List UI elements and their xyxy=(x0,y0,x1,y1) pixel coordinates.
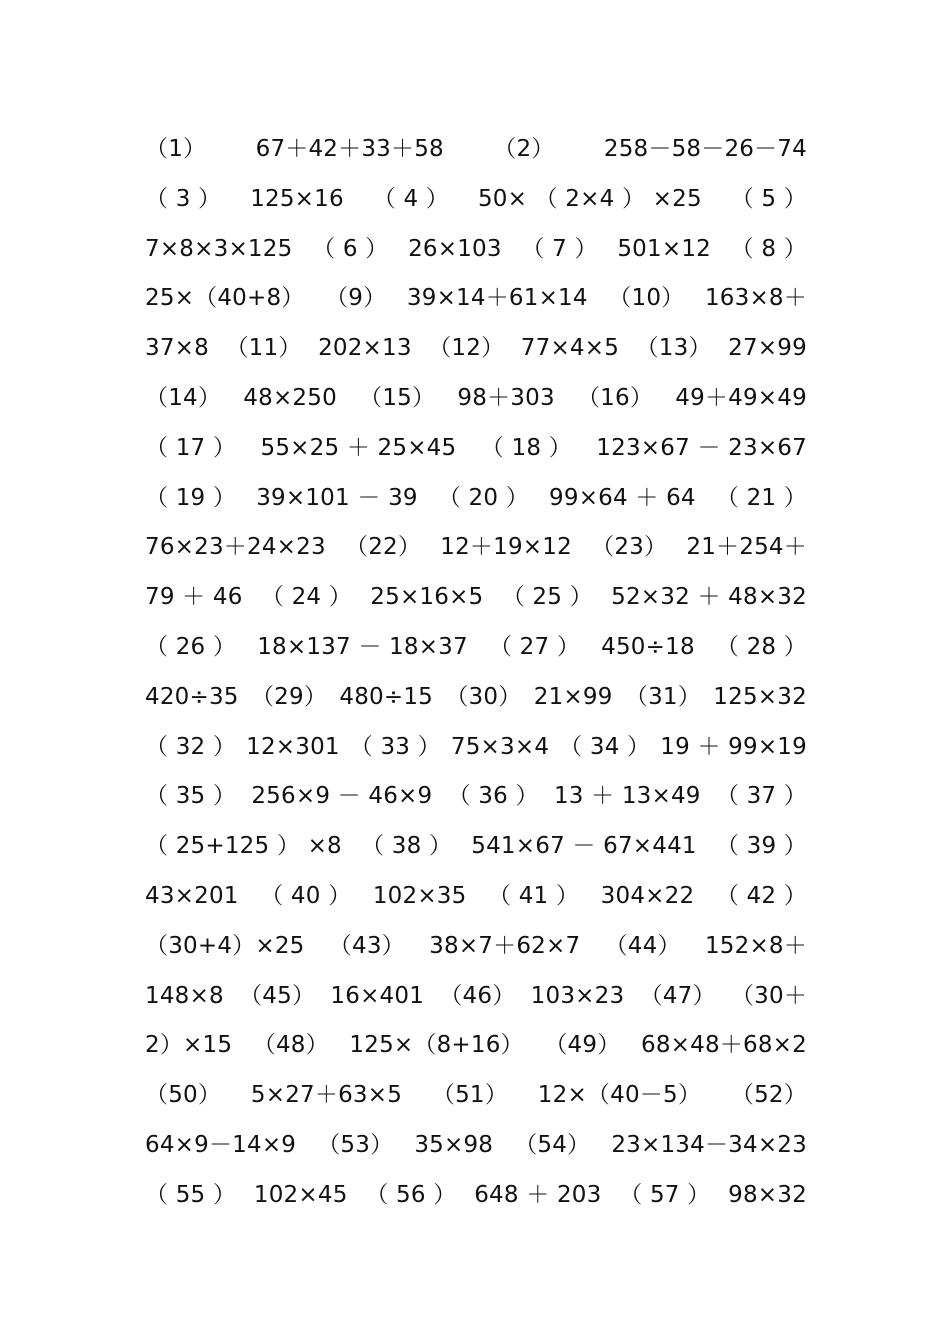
text-segment: （ 7 ） xyxy=(521,235,598,262)
text-segment: （ 5 ） xyxy=(730,185,807,212)
text-segment: 64×9－14×9 xyxy=(145,1131,297,1158)
text-line xyxy=(145,623,807,673)
text-segment: 23×134－34×23 xyxy=(611,1131,807,1158)
text-line xyxy=(145,424,807,474)
text-segment: 12＋19×12 xyxy=(440,534,572,561)
text-segment: （9） xyxy=(325,285,387,312)
text-segment: （16） xyxy=(576,384,654,411)
text-segment: 202×13 xyxy=(318,335,412,362)
text-segment: 43×201 xyxy=(145,882,239,909)
text-segment: （ 36 ） xyxy=(447,783,539,810)
text-line xyxy=(145,822,807,872)
text-line xyxy=(145,872,807,922)
text-line xyxy=(145,772,807,822)
text-segment: 256×9 － 46×9 xyxy=(251,783,433,810)
text-segment: 21×99 xyxy=(533,683,613,710)
text-segment: （ 40 ） xyxy=(260,882,352,909)
text-line xyxy=(145,523,807,573)
text-segment: （ 20 ） xyxy=(437,484,529,511)
text-line xyxy=(145,374,807,424)
text-segment: 450÷18 xyxy=(601,633,695,660)
text-segment: （ 8 ） xyxy=(730,235,807,262)
text-segment: （53） xyxy=(317,1131,394,1158)
text-segment: （30＋ xyxy=(730,982,807,1009)
text-line xyxy=(145,1021,807,1071)
text-segment: 258－58－26－74 xyxy=(603,136,807,162)
text-segment: （45） xyxy=(239,982,316,1009)
text-segment: 501×12 xyxy=(617,235,711,262)
text-line xyxy=(145,1171,807,1221)
text-segment: 25×（40+8） xyxy=(145,285,305,312)
text-segment: 2）×15 xyxy=(145,1032,233,1059)
text-segment: （47） xyxy=(639,982,716,1009)
text-segment: 77×4×5 xyxy=(520,335,620,362)
text-segment: 125×32 xyxy=(713,683,807,710)
text-segment: （23） xyxy=(591,534,668,561)
text-segment: 19 ＋ 99×19 xyxy=(660,733,807,760)
text-segment: 76×23＋24×23 xyxy=(145,534,326,561)
text-segment: 25×16×5 xyxy=(370,584,484,611)
text-segment: （ 42 ） xyxy=(715,882,807,909)
text-line xyxy=(145,1071,807,1121)
text-segment: 98＋303 xyxy=(457,384,555,411)
text-segment: 125×（8+16） xyxy=(349,1032,524,1059)
text-segment: 27×99 xyxy=(728,335,807,362)
text-segment: （ 26 ） xyxy=(145,633,237,660)
text-segment: （43） xyxy=(328,932,405,959)
text-segment: 7×8×3×125 xyxy=(145,235,293,262)
text-segment: 99×64 ＋ 64 xyxy=(549,484,696,511)
text-segment: 123×67 － 23×67 xyxy=(596,434,807,461)
text-segment: （ 4 ） xyxy=(372,185,450,212)
text-segment: 68×48＋68×2 xyxy=(640,1032,807,1059)
text-segment: 480÷15 xyxy=(339,683,434,710)
text-segment: （52） xyxy=(730,1082,807,1109)
text-segment: （49） xyxy=(544,1032,621,1059)
text-segment: （11） xyxy=(225,335,302,362)
text-segment: 102×35 xyxy=(372,882,467,909)
text-segment: （2） xyxy=(493,136,555,162)
text-segment: 18×137 － 18×37 xyxy=(257,633,468,660)
text-segment: （51） xyxy=(431,1082,508,1109)
text-segment: 541×67 － 67×441 xyxy=(471,833,697,860)
text-line xyxy=(145,922,807,972)
text-segment: （ 18 ） xyxy=(480,434,572,461)
text-segment: 102×45 xyxy=(253,1181,348,1208)
text-segment: 12×（40－5） xyxy=(537,1082,702,1109)
text-segment: 420÷35 xyxy=(145,683,239,710)
text-segment: （ 35 ） xyxy=(145,783,237,810)
text-line xyxy=(145,175,807,225)
text-segment: 103×23 xyxy=(530,982,625,1009)
text-segment: 21＋254＋ xyxy=(686,534,807,561)
text-segment: （ 57 ） xyxy=(619,1181,711,1208)
text-segment: （10） xyxy=(608,285,685,312)
text-segment: 52×32 ＋ 48×32 xyxy=(611,584,807,611)
text-segment: （13） xyxy=(635,335,712,362)
text-segment: （ 17 ） xyxy=(145,434,237,461)
text-segment: 35×98 xyxy=(414,1131,494,1158)
text-segment: （ 3 ） xyxy=(145,185,222,212)
text-segment: （ 55 ） xyxy=(145,1181,237,1208)
text-segment: （ 6 ） xyxy=(312,235,389,262)
text-line xyxy=(145,573,807,623)
text-segment: （1） xyxy=(145,136,207,162)
text-segment: （ 38 ） xyxy=(361,833,453,860)
text-segment: 37×8 xyxy=(145,335,209,362)
text-segment: （50） xyxy=(145,1082,222,1109)
text-segment: 79 ＋ 46 xyxy=(145,584,243,611)
text-segment: 148×8 xyxy=(145,982,224,1009)
text-segment: （ 25 ） xyxy=(501,584,593,611)
text-line xyxy=(145,274,807,324)
text-segment: 50× （ 2×4 ） ×25 xyxy=(477,185,702,212)
text-segment: 39×14＋61×14 xyxy=(406,285,588,312)
text-segment: 152×8＋ xyxy=(704,932,807,959)
text-segment: （ 37 ） xyxy=(715,783,807,810)
text-segment: 55×25 ＋ 25×45 xyxy=(260,434,457,461)
text-segment: （ 56 ） xyxy=(365,1181,457,1208)
text-segment: 648 ＋ 203 xyxy=(474,1181,602,1208)
text-segment: 125×16 xyxy=(250,185,344,212)
text-segment: 5×27＋63×5 xyxy=(250,1082,403,1109)
text-segment: （30） xyxy=(445,683,522,710)
text-segment: （22） xyxy=(345,534,422,561)
text-segment: 98×32 xyxy=(728,1181,807,1208)
text-line xyxy=(145,673,807,723)
text-segment: （44） xyxy=(604,932,681,959)
text-segment: （29） xyxy=(250,683,328,710)
text-segment: （54） xyxy=(514,1131,591,1158)
text-segment: 49＋49×49 xyxy=(675,384,807,411)
text-segment: （48） xyxy=(252,1032,329,1059)
text-segment: 38×7＋62×7 xyxy=(429,932,581,959)
text-segment: 12×301 xyxy=(246,733,340,760)
text-line xyxy=(145,1121,807,1171)
text-segment: 39×101 － 39 xyxy=(256,484,418,511)
text-segment: 67＋42＋33＋58 xyxy=(255,136,444,162)
text-segment: （ 25+125 ） ×8 xyxy=(145,833,342,860)
text-segment: （ 39 ） xyxy=(715,833,807,860)
text-segment: （31） xyxy=(624,683,701,710)
text-line xyxy=(145,972,807,1022)
text-segment: 13 ＋ 13×49 xyxy=(553,783,701,810)
text-segment: （ 41 ） xyxy=(488,882,580,909)
text-segment: 163×8＋ xyxy=(704,285,807,312)
text-segment: （ 21 ） xyxy=(715,484,807,511)
text-segment: （12） xyxy=(428,335,505,362)
text-line xyxy=(145,723,807,773)
text-line xyxy=(145,324,807,374)
text-segment: （ 28 ） xyxy=(715,633,807,660)
text-line xyxy=(145,225,807,275)
text-segment: 48×250 xyxy=(243,384,337,411)
text-segment: （ 33 ） xyxy=(349,733,441,760)
text-segment: （ 19 ） xyxy=(145,484,237,511)
text-segment: 26×103 xyxy=(408,235,502,262)
text-segment: 75×3×4 xyxy=(450,733,550,760)
arithmetic-exercise-list xyxy=(145,125,807,1221)
text-segment: （ 24 ） xyxy=(260,584,352,611)
text-segment: （ 34 ） xyxy=(559,733,651,760)
text-segment: （14） xyxy=(145,384,222,411)
text-line xyxy=(145,125,807,175)
text-segment: 16×401 xyxy=(330,982,425,1009)
text-segment: （46） xyxy=(439,982,516,1009)
text-segment: （ 32 ） xyxy=(145,733,237,760)
text-segment: （ 27 ） xyxy=(488,633,581,660)
text-line xyxy=(145,474,807,524)
text-segment: （30+4）×25 xyxy=(145,932,305,959)
text-segment: 304×22 xyxy=(600,882,695,909)
text-segment: （15） xyxy=(359,384,436,411)
